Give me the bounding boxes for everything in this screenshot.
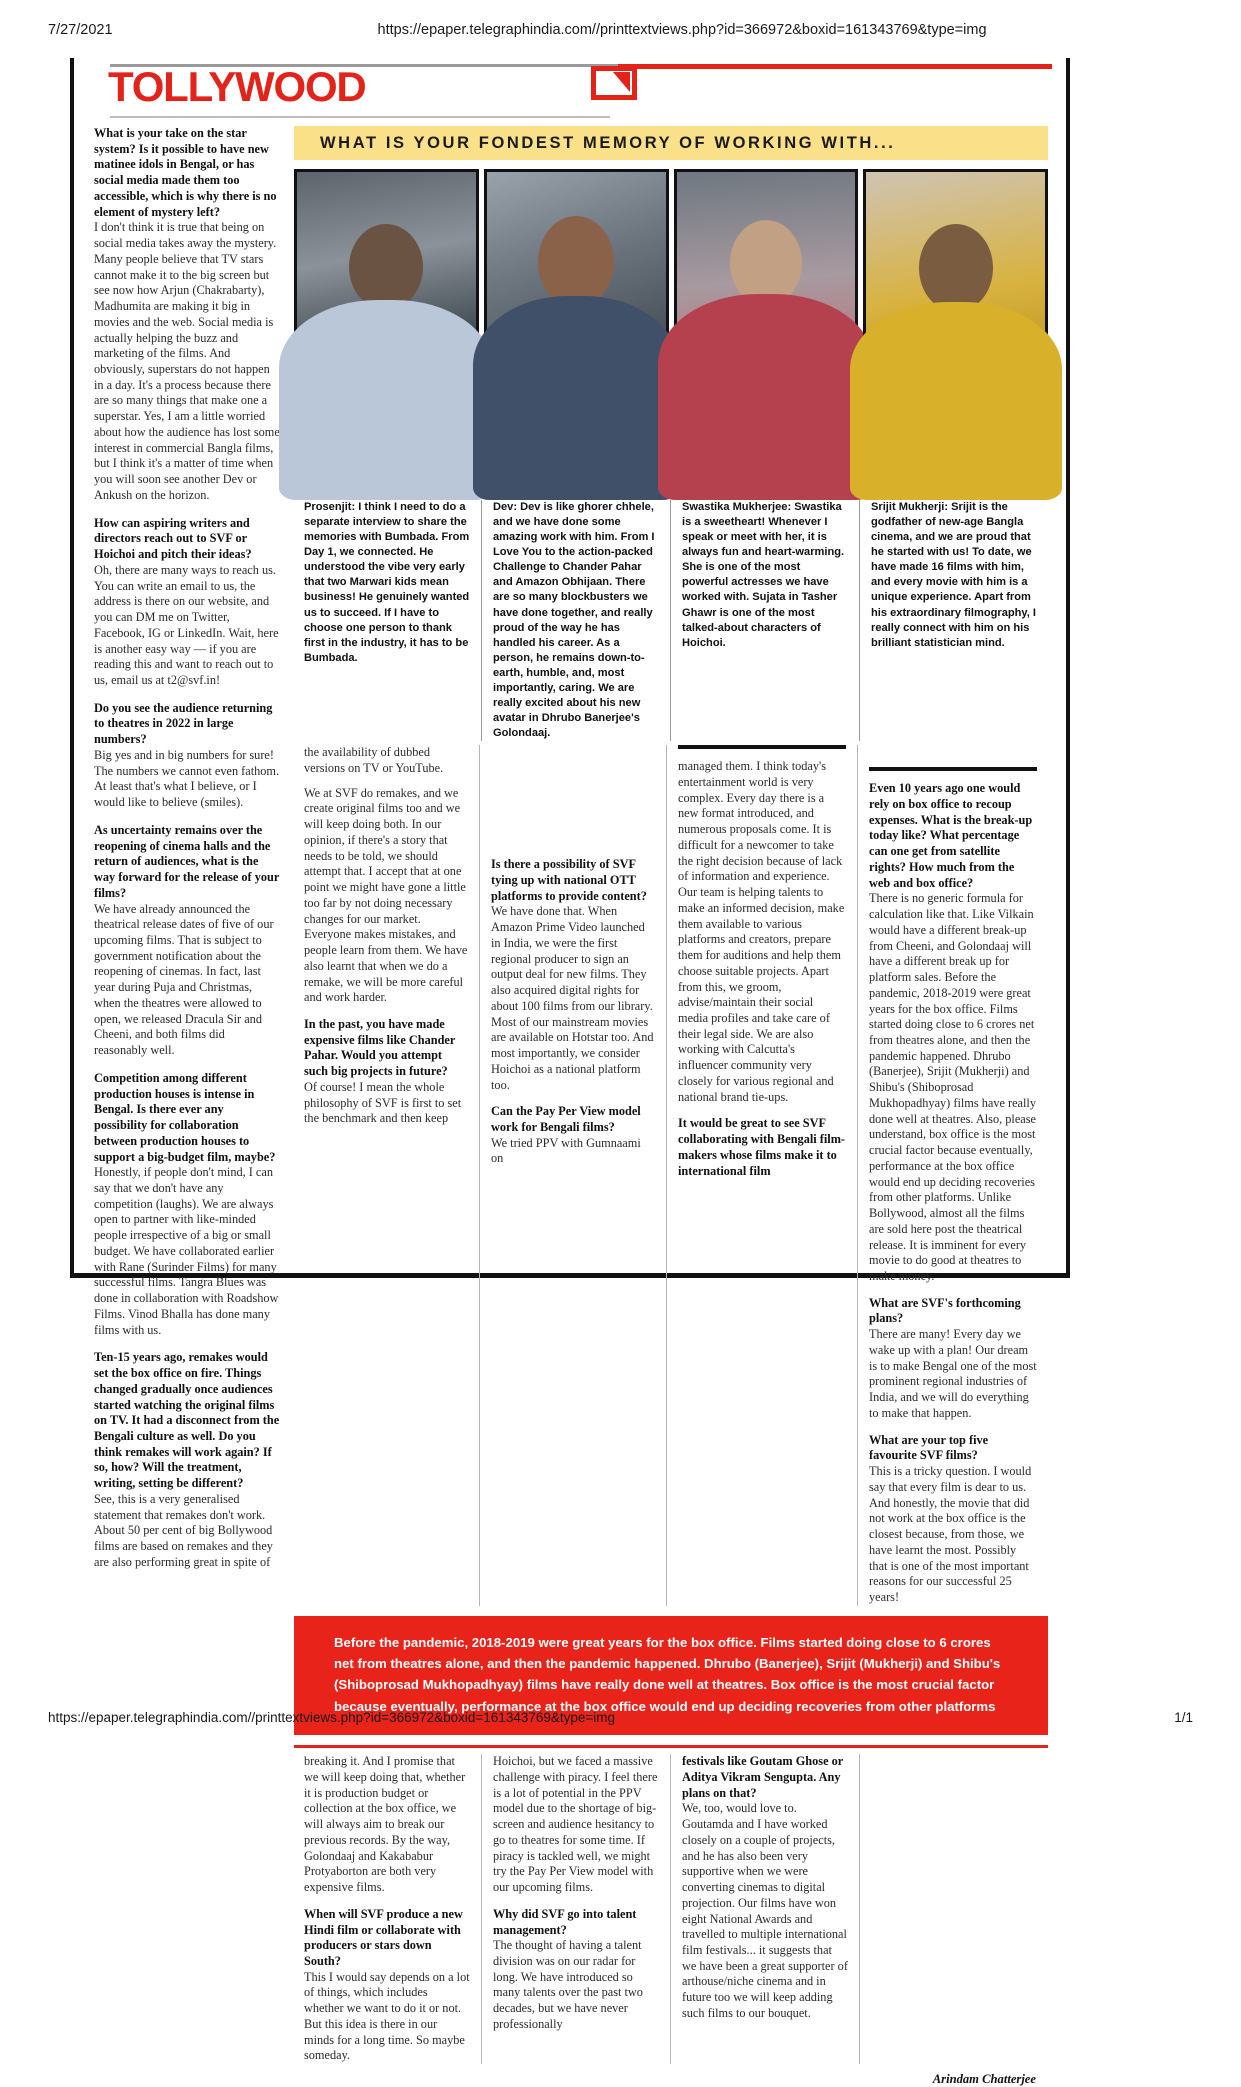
photo-caption-prosenjit: Prosenjit: I think I need to do a separate interview to share the memories with Bumbada. From Day 1, we connected. He understood the vibe very early that two Marwari kids mean business! He genuinely wanted us to succeed. If I have to choose one person to thank first in the industry, it has to be Bumbada. <box>304 501 470 664</box>
photo-srijit <box>863 169 1048 491</box>
column-c-upper <box>666 745 857 1605</box>
four-column-lower <box>294 1754 1048 2064</box>
photo-dev <box>484 169 669 491</box>
qa-block <box>94 126 280 504</box>
photo-caption-dev: Dev: Dev is like ghorer chhele, and we have done some amazing work with him. From I Love You to the action-packed Challenge to Chander Pahar and Amazon Obhijaan. There are so many blockbusters we have done together, and really proud of the way he has handled his career. As a person, he remains down-to-earth, humble, and, most importantly, caring. We are really excited about his new avatar in Dhrubo Banerjee's Golondaaj. <box>481 500 670 741</box>
question-text: Why did SVF go into talent management? <box>493 1906 637 1937</box>
figure-body <box>850 302 1062 500</box>
question-text: It would be great to see SVF collaborating with Bengali film-makers whose films make it to international film <box>678 1116 846 1178</box>
question-text: In the past, you have made expensive films like Chander Pahar. Would you attempt such big projects in future? <box>304 1017 456 1079</box>
qa-block <box>94 701 280 811</box>
t2-logo-icon <box>591 66 637 100</box>
question-text: Ten-15 years ago, remakes would set the box office on fire. Things changed gradually once audiences started watching the original films on TV. It had a disconnect from the Bengali culture as well. Do you think remakes will work again? If so, how? Will the treatment, writing, setting be different? <box>94 1350 280 1491</box>
column-rule <box>869 767 1037 771</box>
answer-text: We tried PPV with Gumnaami on <box>491 1135 641 1166</box>
answer-text: There are many! Every day we wake up with a plan! Our dream is to make Bengal one of the most prominent regional industries of India, and we will do everything to make that happen. <box>869 1327 1037 1420</box>
article-body <box>74 122 1066 1606</box>
photo-prosenjit <box>294 169 479 491</box>
photo-strip <box>294 169 1048 491</box>
answer-text: Oh, there are many ways to reach us. You can write an email to us, the address is there on our website, and you can DM me on Twitter, Facebook, IG or LinkedIn. Wait, here is another easy way — if you are reading this and want to reach out to us, email us at t2@svf.in! <box>94 562 279 687</box>
column-left <box>94 126 290 1606</box>
banner-headline: WHAT IS YOUR FONDEST MEMORY OF WORKING WITH... <box>320 133 896 152</box>
question-text: When will SVF produce a new Hindi film or collaborate with producers or stars down South? <box>304 1906 463 1969</box>
answer-text: Hoichoi, but we faced a massive challenge with piracy. I feel there is a lot of potential in the PPV model due to the shortage of big-screen and audience hesitancy to go to theatres for some time. If piracy is tackled well, we might try the Pay Per View model with our upcoming films. <box>493 1754 658 1895</box>
figure-body <box>279 300 493 500</box>
masthead <box>88 64 1052 122</box>
caption-row <box>294 500 1048 741</box>
answer-text: Honestly, if people don't mind, I can say that we don't have any competition (laughs). We are always open to partner with like-minded people irrespective of a big or small budget. We have collaborated earlier with Rane (Surinder Films) for many successful films. Tangra Blues was done in collaboration with Roadshow Films. Vinod Bhalla has done many films with us. <box>94 1165 279 1337</box>
answer-text: We at SVF do remakes, and we create original films too and we will keep doing both. In our opinion, if there's a story that needs to be told, we should attempt that. I accept that at one point we might have gone a little too far by not doing necessary changes for our market. Everyone makes mistakes, and people learn from them. We have also learnt that when we do a remake, we will be more careful and work harder. <box>304 785 468 1005</box>
figure-head <box>538 216 614 308</box>
print-date: 7/27/2021 <box>48 22 113 38</box>
question-text: festivals like Goutam Ghose or Aditya Vikram Sengupta. Any plans on that? <box>682 1754 843 1800</box>
answer-text: Big yes and in big numbers for sure! The numbers we cannot even fathom. At least that's what I believe, or I would like to believe (smiles). <box>94 747 280 810</box>
masthead-rule-bottom <box>110 116 610 118</box>
column-rule <box>678 745 846 749</box>
photo-caption-srijit: Srijit Mukherji: Srijit is the godfather of new-age Bangla cinema, and we are proud that he started with us! To date, we have made 16 films with him, and every movie with him is a unique experience. Apart from his extraordinary filmography, I really connect with him on his brilliant statistician mind. <box>859 500 1048 741</box>
question-text: How can aspiring writers and directors reach out to SVF or Hoichoi and pitch their ideas? <box>94 515 252 562</box>
question-text: What is your take on the star system? Is it possible to have new matinee idols in Bengal, or has social media made them too accessible, which is why there is no element of mystery left? <box>94 126 277 219</box>
section-banner <box>294 126 1048 160</box>
answer-text: This is a tricky question. I would say that every film is dear to us. And honestly, the movie that did not work at the box office is the closest because, from those, we have learnt the most. Possibly that is one of the most important reasons for our successful 25 years! <box>869 1464 1032 1604</box>
answer-text: There is no generic formula for calculation like that. Like Vilkain would have a different break-up from Cheeni, and Golondaaj will have a different break up for platform sales. Before the pandemic, 2018-2019 were great years for the box office. Films started doing close to 6 crores net from theatres alone, and then the pandemic happened. Dhrubo (Banerjee), Srijit (Mukherji) and Shibu's (Shiboprosad Mukhopadhyay) films have really done well at theatres. Also, please understand, box office is the most crucial factor because eventually, performance at the box office would end up deciding recoveries from other platforms. Unlike Bollywood, almost all the films are sold here post the theatrical release. It is imminent for every movie to do good at theatres to make money. <box>869 891 1036 1284</box>
answer-text: breaking it. And I promise that we will keep doing that, whether it is production budget or collection at the box office, we will always aim to break our previous records. By the way, Golondaaj and Kakababur Protyaborton are both very expensive films. <box>304 1754 466 1895</box>
photo-caption-swastika: Swastika Mukherjee: Swastika is a sweetheart! Whenever I speak or meet with her, it is always fun and heart-warming. She is one of the most powerful actresses we have worked with. Sujata in Tasher Ghawr is one of the most talked-about characters of Hoichoi. <box>670 500 859 741</box>
print-source-url: https://epaper.telegraphindia.com//printtextviews.php?id=366972&boxid=161343769&type=img <box>377 22 987 38</box>
question-text: Even 10 years ago one would rely on box office to recoup expenses. What is the break-up today like? What percentage can one get from satellite rights? How much from the web and box office? <box>869 781 1033 890</box>
figure-body <box>658 294 874 500</box>
answer-text: We have already announced the theatrical release dates of five of our upcoming films. That is subject to government notification about the reopening of cinemas. In fact, last year during Puja and Christmas, when the theatres were allowed to open, we released Dracula Sir and Cheeni, and both films did reasonably well. <box>94 901 274 1058</box>
column-b-upper <box>479 745 666 1605</box>
question-text: What are SVF's forthcoming plans? <box>869 1295 1021 1326</box>
print-header <box>0 22 1241 38</box>
red-divider <box>294 1745 1048 1748</box>
question-text: As uncertainty remains over the reopening of cinema halls and the return of audiences, what is the way forward for the release of your films? <box>94 822 280 900</box>
masthead-rule-top-red <box>618 64 1052 69</box>
four-column-upper <box>294 745 1048 1605</box>
answer-text: We, too, would love to. Goutamda and I have worked closely on a couple of projects, and he has also been very supportive when we were converting cinemas to digital projection. Our films have won eight National Awards and travelled to multiple international film festivals... it suggests that we have been a great supporter of arthouse/niche cinema and in future too we will keep adding such films to our bouquet. <box>682 1801 848 2020</box>
pull-quote: Before the pandemic, 2018-2019 were great years for the box office. Films started doing close to 6 crores net from theatres alone, and then the pandemic happened. Dhrubo (Banerjee), Srijit (Mukherji) and Shibu's (Shiboprosad Mukhopadhyay) films have really done well at theatres. Box office is the most crucial factor because eventually, performance at the box office would end up deciding recoveries from other platforms <box>294 1616 1048 1736</box>
answer-text: the availability of dubbed versions on TV or YouTube. <box>304 745 444 775</box>
question-text: Competition among different production houses is intense in Bengal. Is there ever any possibility for collaboration between production houses to support a big-budget film, maybe? <box>94 1070 276 1164</box>
question-text: Do you see the audience returning to theatres in 2022 in large numbers? <box>94 700 273 747</box>
answer-text: managed them. I think today's entertainment world is very complex. Every day there is a new format introduced, and numerous proposals come. It is difficult for a newcomer to take the right decision because of lack of information and experience. Our team is helping talents to make an informed decision, make them available to various platforms and creators, prepare them for auditions and help them choose suitable projects. Apart from this, we groom, advise/maintain their social media profiles and take care of their legal side. We are also working with Calcutta's influencer community very closely for various regional and national brand tie-ups. <box>678 759 845 1104</box>
byline: Arindam Chatterjee <box>932 2072 1036 2087</box>
question-text: Can the Pay Per View model work for Bengali films? <box>491 1104 641 1134</box>
column-d-upper <box>857 745 1048 1605</box>
figure-body <box>473 296 679 500</box>
answer-text: We have done that. When Amazon Prime Video launched in India, we were the first regional producer to sign an output deal for new films. They also acquired digital rights for about 100 films from our library. Most of our mainstream movies are available on Hotstar too. And most importantly, we consider Hoichoi as a national platform too. <box>491 904 654 1092</box>
figure-head <box>919 224 993 312</box>
column-d-lower <box>859 1754 1048 2064</box>
column-main <box>290 126 1048 1606</box>
answer-text: This I would say depends on a lot of things, which includes whether we want to do it or not. But this idea is there in our minds for a long time. So maybe someday. <box>304 1969 470 2063</box>
page-title: TOLLYWOOD <box>108 63 366 110</box>
qa-block <box>94 1071 280 1338</box>
print-footer <box>0 1710 1241 1725</box>
column-a-upper <box>294 745 479 1605</box>
qa-block <box>94 1350 280 1570</box>
qa-block <box>94 823 280 1059</box>
footer-page-number: 1/1 <box>1174 1710 1193 1725</box>
answer-text: I don't think it is true that being on social media takes away the mystery. Many people believe that TV stars cannot make it to the big screen but see now how Arjun (Chakrabarty), Madhumita are making it big in movies and the web. Social media is actually helping the buzz and marketing of the films. And obviously, superstars do not happen in a day. It's a process because there are so many things that make one a superstar. Yes, I am a little worried about how the audience has lost some interest in commercial Bangla films, but I think it's a matter of time when you will soon see another Dev or Ankush on the horizon. <box>94 220 280 502</box>
column-a-lower <box>294 1754 481 2064</box>
column-b-lower <box>481 1754 670 2064</box>
footer-url: https://epaper.telegraphindia.com//printtextviews.php?id=366972&boxid=161343769&type=img <box>48 1710 616 1725</box>
column-c-lower <box>670 1754 859 2064</box>
question-text: What are your top five favourite SVF films? <box>869 1432 989 1463</box>
qa-block <box>94 516 280 689</box>
answer-text: See, this is a very generalised statement that remakes don't work. About 50 per cent of big Bollywood films are based on remakes and they are also performing great in spite of <box>94 1491 273 1569</box>
photo-swastika <box>674 169 859 491</box>
question-text: Is there a possibility of SVF tying up with national OTT platforms to provide content? <box>491 857 647 903</box>
answer-text: The thought of having a talent division was on our radar for long. We have introduced so many talents over the past two decades, but we have never professionally <box>493 1938 643 2031</box>
answer-text: Of course! I mean the whole philosophy of SVF is first to set the benchmark and then keep <box>304 1079 462 1126</box>
figure-head <box>349 224 423 310</box>
